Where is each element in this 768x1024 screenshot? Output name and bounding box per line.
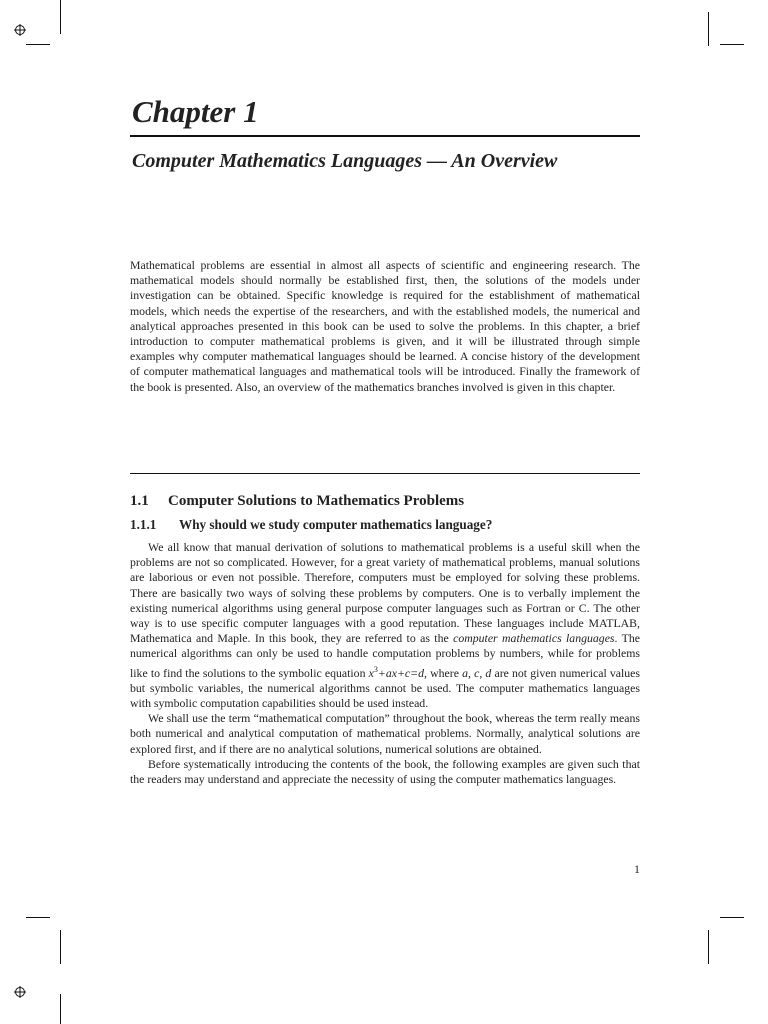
text-run: , where	[424, 665, 463, 680]
text-run: . The numerical algorithms can only be used to handle computation problems by numbers, while for problems like to find the solutions to the symbolic equation	[130, 631, 640, 680]
crop-mark	[60, 994, 61, 1024]
crop-mark	[60, 930, 61, 964]
section-heading	[130, 491, 464, 511]
crop-mark	[708, 12, 709, 46]
chapter-rule	[130, 135, 640, 137]
chapter-label: Chapter 1	[132, 94, 259, 129]
paragraph	[130, 540, 640, 711]
equation-rest: +ax+c=d	[377, 665, 425, 680]
equation-exponent: 3	[373, 664, 378, 674]
chapter-title: Computer Mathematics Languages — An Overview	[132, 150, 558, 172]
page-number: 1	[634, 862, 640, 876]
equation	[369, 666, 424, 680]
body-text	[130, 540, 640, 787]
emphasis-term: computer mathematics languages	[453, 631, 615, 646]
crop-mark	[720, 44, 744, 45]
text-run: We all know that manual derivation of solutions to mathematical problems is a useful skill when the problems are not so complicated. However, for a great variety of mathematical problems, manual solutions are laborious or even not possible. Therefore, computers must be employed for solving these problems. There are basically two ways of solving these problems by computers. One is to verbally implement the existing numerical algorithms using general purpose computer languages such as Fortran or C. The other way is to use specific computer languages with a good reputation. These languages include MATLAB, Mathematica and Maple. In this book, they are referred to as the	[130, 540, 640, 646]
subsection-title: Why should we study computer mathematics language?	[179, 517, 493, 532]
text-run: are not given numerical values but symbolic variables, the numerical algorithms cannot be used. The computer mathematics languages with symbolic computation capabilities should be used instead.	[130, 665, 640, 710]
registration-mark-icon	[14, 24, 26, 36]
paragraph: We shall use the term “mathematical computation” throughout the book, whereas the term really means both numerical and analytical computation of mathematical problems. Normally, analytical solutions are explored first, and if there are no analytical solutions, numerical solutions are obtained.	[130, 711, 640, 756]
chapter-abstract: Mathematical problems are essential in almost all aspects of scientific and engineering research. The mathematical models should normally be established first, then, the solutions of the models under investigation can be obtained. Specific knowledge is required for the establishment of mathematical models, which needs the expertise of the researchers, and with the established models, the numerical and analytical approaches presented in this book can be used to solve the problems. In this chapter, a brief introduction to computer mathematical problems is given, and it will be illustrated through simple examples why computer mathematical languages should be learned. A concise history of the development of computer mathematical languages and mathematical tools will be introduced. Finally the framework of the book is presented. Also, an overview of the mathematics branches involved is given in this chapter.	[130, 258, 640, 394]
subsection-number: 1.1.1	[130, 517, 157, 532]
section-divider	[130, 473, 640, 474]
crop-mark	[720, 917, 744, 918]
equation-variables: a, c, d	[462, 665, 492, 680]
crop-mark	[26, 44, 50, 45]
section-title: Computer Solutions to Mathematics Problems	[168, 493, 465, 509]
crop-mark	[708, 930, 709, 964]
crop-mark	[60, 0, 61, 34]
registration-mark-icon	[14, 986, 26, 998]
paragraph: Before systematically introducing the contents of the book, the following examples are given such that the readers may understand and appreciate the necessity of using the computer mathematics languages.	[130, 756, 640, 786]
section-number: 1.1	[130, 493, 149, 509]
subsection-heading	[130, 516, 492, 534]
crop-mark	[26, 917, 50, 918]
equation-variable: x	[368, 665, 374, 680]
